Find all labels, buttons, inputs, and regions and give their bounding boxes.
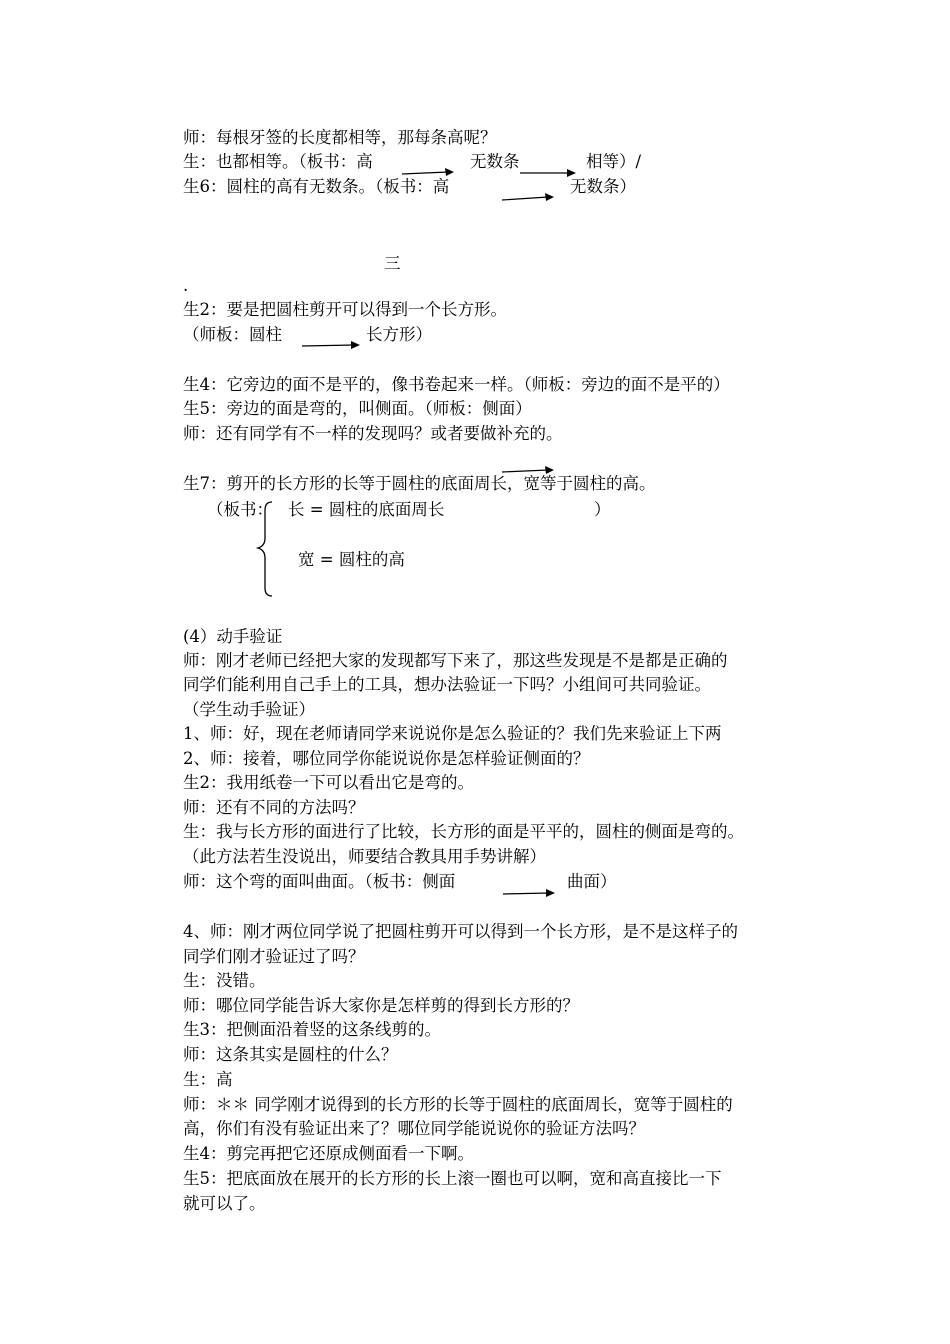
- text-line: 就可以了。: [183, 1194, 266, 1213]
- text-line: 师：刚才老师已经把大家的发现都写下来了，那这些发现是不是都是正确的: [183, 651, 728, 670]
- text-line: 生7：剪开的长方形的长等于圆柱的底面周长，宽等于圆柱的高。: [183, 474, 656, 493]
- board-close: ）: [594, 500, 611, 519]
- text-line: 生2：要是把圆柱剪开可以得到一个长方形。: [183, 300, 507, 319]
- text-line: 生：高: [183, 1070, 233, 1089]
- text-line: 生6：圆柱的高有无数条。（板书：高: [183, 177, 450, 196]
- text-line: 1、师：好，现在老师请同学来说说你是怎么验证的？我们先来验证上下两: [183, 724, 722, 743]
- text-line: 高，你们有没有验证出来了？哪位同学能说说你的验证方法吗？: [183, 1119, 645, 1138]
- text-line: 师：这个弯的面叫曲面。（板书：侧面: [183, 872, 456, 891]
- text-line: 师：还有同学有不一样的发现吗？或者要做补充的。: [183, 424, 563, 443]
- text-line: 2、师：接着，哪位同学你能说说你是怎样验证侧面的？: [183, 749, 590, 768]
- text-line: 同学们能利用自己手上的工具，想办法验证一下吗？小组间可共同验证。: [183, 675, 711, 694]
- arrow-icon: [302, 340, 360, 350]
- arrow-icon: [502, 193, 554, 203]
- text-line: 师：这条其实是圆柱的什么？: [183, 1045, 398, 1064]
- text-line: 生4：剪完再把它还原成侧面看一下啊。: [183, 1144, 474, 1163]
- text-line: 师：＊＊ 同学刚才说得到的长方形的长等于圆柱的底面周长，宽等于圆柱的: [183, 1095, 733, 1114]
- text-line: 师：每根牙签的长度都相等，那每条高呢？: [183, 128, 497, 147]
- text-line: 生5：旁边的面是弯的，叫侧面。（师板：侧面）: [183, 399, 532, 418]
- text-line: 同学们刚才验证过了吗？: [183, 947, 365, 966]
- text-line: 生：我与长方形的面进行了比较，长方形的面是平平的，圆柱的侧面是弯的。: [183, 822, 744, 841]
- board-wide: 宽 = 圆柱的高: [298, 550, 405, 569]
- text-line: 生：没错。: [183, 971, 266, 990]
- text-fragment: 曲面）: [567, 872, 617, 891]
- text-line: (4）动手验证: [183, 627, 283, 646]
- text-line: 4、师：刚才两位同学说了把圆柱剪开可以得到一个长方形，是不是这样子的: [183, 922, 738, 941]
- board-long: 长 = 圆柱的底面周长: [288, 500, 445, 519]
- text-fragment: 相等）/: [586, 152, 642, 171]
- text-line: 生2：我用纸卷一下可以看出它是弯的。: [183, 773, 474, 792]
- text-fragment: 无数条）: [570, 177, 636, 196]
- text-line: 生3：把侧面沿着竖的这条线剪的。: [183, 1020, 441, 1039]
- arrow-icon: [520, 168, 576, 178]
- text-line: （此方法若生没说出，师要结合教具用手势讲解）: [183, 847, 546, 866]
- text-fragment: 长方形）: [366, 325, 432, 344]
- board-label: （板书：: [207, 500, 273, 519]
- arrow-icon: [502, 466, 554, 476]
- text-line: （师板：圆柱: [183, 325, 282, 344]
- text-line: 师：哪位同学能告诉大家你是怎样剪的得到长方形的？: [183, 996, 579, 1015]
- text-line: 生5：把底面放在展开的长方形的长上滚一圈也可以啊，宽和高直接比一下: [183, 1169, 722, 1188]
- arrow-icon: [503, 888, 555, 898]
- brace-icon: [256, 500, 276, 600]
- text-line: 生4：它旁边的面不是平的，像书卷起来一样。（师板：旁边的面不是平的）: [183, 375, 730, 394]
- text-fragment: .: [183, 276, 189, 295]
- text-line: （学生动手验证）: [183, 700, 315, 719]
- text-line: 师：还有不同的方法吗？: [183, 798, 365, 817]
- section-marker: 三: [384, 254, 401, 273]
- text-line: 生：也都相等。（板书：高: [183, 152, 373, 171]
- text-fragment: 无数条: [470, 152, 520, 171]
